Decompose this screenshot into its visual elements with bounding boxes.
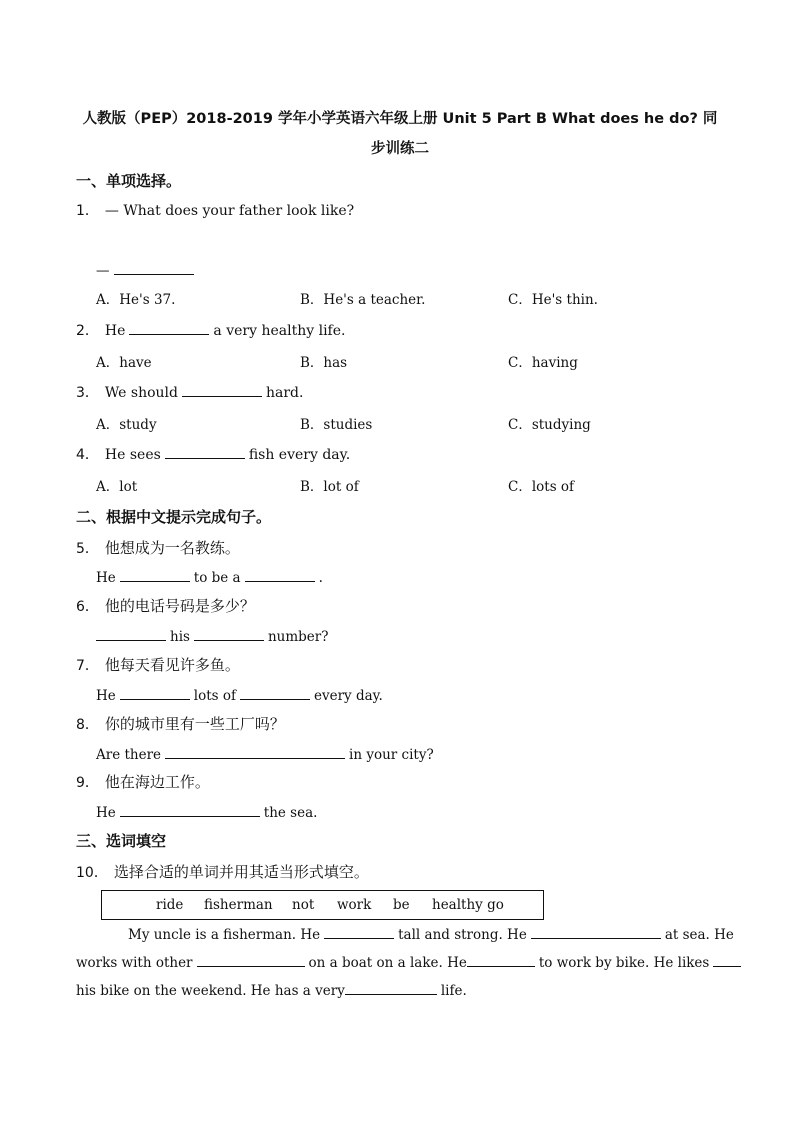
question-number: 1． [76,203,99,219]
question-number: 8． [76,717,99,733]
text: his bike on the weekend. He has a very [76,983,345,999]
text: He [96,805,116,821]
text: at sea. He [664,927,734,943]
text: life. [440,983,467,999]
section-2-heading: 二、根据中文提示完成句子。 [76,508,272,526]
question-7 [76,654,240,675]
text: to work by bike. He likes [538,955,710,971]
chinese-prompt: 他想成为一名教练。 [104,539,240,557]
question-6 [76,595,255,616]
q1-option-b: B．He's a teacher. [300,292,426,308]
question-number: 3． [76,385,99,401]
question-number: 10． [76,865,108,881]
text: in your city? [349,747,434,763]
text: works with other [76,955,193,971]
answer-blank[interactable] [114,260,194,275]
answer-blank[interactable] [531,924,661,939]
answer-blank[interactable] [165,744,345,759]
text: on a boat on a lake. He [308,955,467,971]
word-bank-item: healthy go [432,897,504,913]
answer-blank[interactable] [713,952,741,967]
q2-option-c: C．having [508,355,578,371]
question-number: 9． [76,775,99,791]
page-title [80,104,720,164]
title-line-2: 步训练二 [371,141,429,157]
q3-option-a: A．study [96,417,157,433]
question-9 [76,771,210,792]
dash: — [96,263,110,279]
chinese-prompt: 他在海边工作。 [104,773,210,791]
passage-line-3 [76,980,467,999]
question-text-post: fish every day. [248,447,351,463]
question-number: 5． [76,541,99,557]
passage-line-1 [128,924,734,943]
answer-blank[interactable] [245,567,315,582]
answer-blank[interactable] [165,444,245,459]
question-8 [76,713,285,734]
question-6-answer-line [96,626,328,645]
answer-blank[interactable] [129,320,209,335]
text: to be a [193,570,241,586]
question-7-answer-line [96,685,383,704]
word-bank-item: not [292,897,315,913]
text: Are there [96,747,162,763]
section-3-heading: 三、选词填空 [76,832,167,850]
chinese-prompt: 他的电话号码是多少？ [104,597,255,615]
question-text: — What does your father look like? [104,203,355,219]
passage-line-2 [76,952,745,971]
q3-option-b: B．studies [300,417,373,433]
text: He [96,688,116,704]
question-4 [76,444,350,464]
question-1-answer-line [96,260,198,279]
q4-option-a: A．lot [96,479,138,495]
q4-option-c: C．lots of [508,479,575,495]
chinese-prompt: 你的城市里有一些工厂吗？ [104,715,285,733]
question-text-pre: He sees [104,447,161,463]
question-3 [76,382,303,402]
q3-option-c: C．studying [508,417,591,433]
question-8-answer-line [96,744,434,763]
text: tall and strong. He [398,927,527,943]
text: My uncle is a fisherman. He [128,927,321,943]
answer-blank[interactable] [467,952,535,967]
text: the sea. [263,805,318,821]
question-text-pre: He [104,323,126,339]
word-bank-box [101,890,544,920]
answer-blank[interactable] [240,685,310,700]
question-number: 4． [76,447,99,463]
answer-blank[interactable] [345,980,437,995]
question-5-answer-line [96,567,323,586]
chinese-prompt: 他每天看见许多鱼。 [104,656,240,674]
word-bank-item: ride [156,897,184,913]
question-5 [76,537,240,558]
section-1-heading: 一、单项选择。 [76,172,182,190]
q1-option-a: A．He's 37. [96,292,176,308]
question-10 [76,861,369,882]
question-number: 7． [76,658,99,674]
q4-option-b: B．lot of [300,479,359,495]
question-text-post: hard. [266,385,304,401]
word-bank-item: fisherman [204,897,273,913]
text: He [96,570,116,586]
text: lots of [193,688,236,704]
q2-option-a: A．have [96,355,152,371]
chinese-prompt: 选择合适的单词并用其适当形式填空。 [113,863,369,881]
question-1 [76,200,354,220]
text: every day. [313,688,383,704]
q1-option-c: C．He's thin. [508,292,598,308]
answer-blank[interactable] [197,952,305,967]
answer-blank[interactable] [182,382,262,397]
answer-blank[interactable] [120,802,260,817]
text: . [318,570,323,586]
answer-blank[interactable] [96,626,166,641]
question-2 [76,320,345,340]
word-bank-item: be [393,897,410,913]
answer-blank[interactable] [120,567,190,582]
title-line-1: 人教版（PEP）2018-2019 学年小学英语六年级上册 Unit 5 Part B What does he do? 同 [82,111,718,127]
question-text-pre: We should [104,385,178,401]
answer-blank[interactable] [194,626,264,641]
answer-blank[interactable] [120,685,190,700]
question-9-answer-line [96,802,317,821]
question-text-post: a very healthy life. [213,323,346,339]
text: his [170,629,190,645]
question-number: 2． [76,323,99,339]
word-bank-item: work [337,897,372,913]
answer-blank[interactable] [324,924,394,939]
q2-option-b: B．has [300,355,348,371]
text: number? [267,629,329,645]
question-number: 6． [76,599,99,615]
